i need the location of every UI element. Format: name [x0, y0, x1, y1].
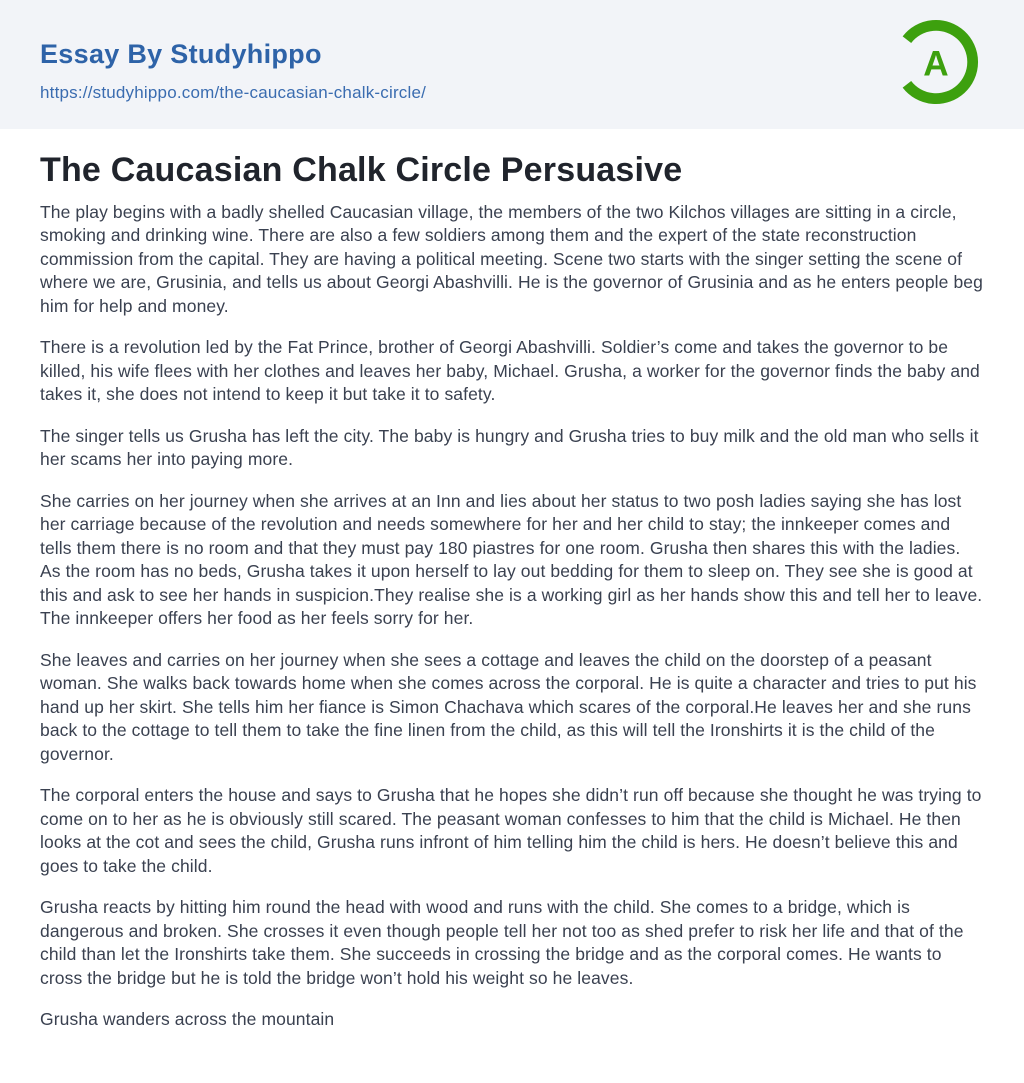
site-title: Essay By Studyhippo: [40, 39, 322, 69]
essay-paragraph: There is a revolution led by the Fat Prince, brother of Georgi Abashvilli. Soldier’s come and takes the governor to be killed, his wife flees with her clothes and leaves her baby, Michael. Grusha, a worker for the governor finds the baby and takes it, she does not intend to keep it but take it to safety.: [40, 337, 980, 405]
essay-url-link[interactable]: https://studyhippo.com/the-caucasian-chalk-circle/: [40, 82, 427, 102]
essay-paragraph: The play begins with a badly shelled Caucasian village, the members of the two Kilchos villages are sitting in a circle, smoking and drinking wine. There are also a few soldiers among them and the expert of the state reconstruction commission from the capital. They are having a political meeting. Scene two starts with the singer setting the scene of where we are, Grusinia, and tells us about Georgi Abashvilli. He is the governor of Grusinia and as he enters people beg him for help and money.: [40, 201, 983, 316]
essay-content: [0, 150, 1024, 1032]
essay-title: The Caucasian Chalk Circle Persuasive: [40, 151, 683, 189]
essay-paragraph: The singer tells us Grusha has left the city. The baby is hungry and Grusha tries to buy milk and the old man who sells it her scams her into paying more.: [40, 425, 979, 470]
essay-paragraph: Grusha wanders across the mountain: [40, 1009, 335, 1030]
essay-paragraph: She carries on her journey when she arrives at an Inn and lies about her status to two posh ladies saying she has lost her carriage because of the revolution and needs somewhere for her and her child to stay; the innkeeper comes and tells them there is no room and that they must pay 180 piastres for one room. Grusha then shares this with the ladies. As the room has no beds, Grusha takes it upon herself to lay out bedding for them to sleep on. They see she is good at this and ask to see her hands in suspicion.They realise she is a working girl as her hands show this and tell her to leave. The innkeeper offers her food as her feels sorry for her.: [40, 490, 983, 629]
essay-paragraph: The corporal enters the house and says to Grusha that he hopes she didn’t run off because she thought he was trying to come on to her as he is obviously still scared. The peasant woman confesses to him that the child is Michael. He then looks at the cot and sees the child, Grusha runs infront of him telling him the child is hers. He doesn’t believe this and goes to take the child.: [40, 785, 982, 876]
logo-letter: A: [923, 44, 949, 84]
essay-paragraph: Grusha reacts by hitting him round the head with wood and runs with the child. She comes to a bridge, which is dangerous and broken. She crosses it even though people tell her not too as shed prefer to risk her life and that of the child than let the Ironshirts take them. She succeeds in crossing the bridge and as the corporal comes. He wants to cross the bridge but he is told the bridge won’t hold his weight so he leaves.: [40, 897, 964, 988]
studyhippo-logo-icon: [892, 18, 980, 106]
essay-paragraph: She leaves and carries on her journey when she sees a cottage and leaves the child on the doorstep of a peasant woman. She walks back towards home when she comes across the corporal. He is quite a character and tries to put his hand up her skirt. She tells him her fiance is Simon Chachava which scares of the corporal.He leaves her and she runs back to the cottage to tell them to take the fine linen from the child, as this will tell the Ironshirts it is the child of the governor.: [40, 649, 977, 764]
header: [0, 0, 1024, 129]
